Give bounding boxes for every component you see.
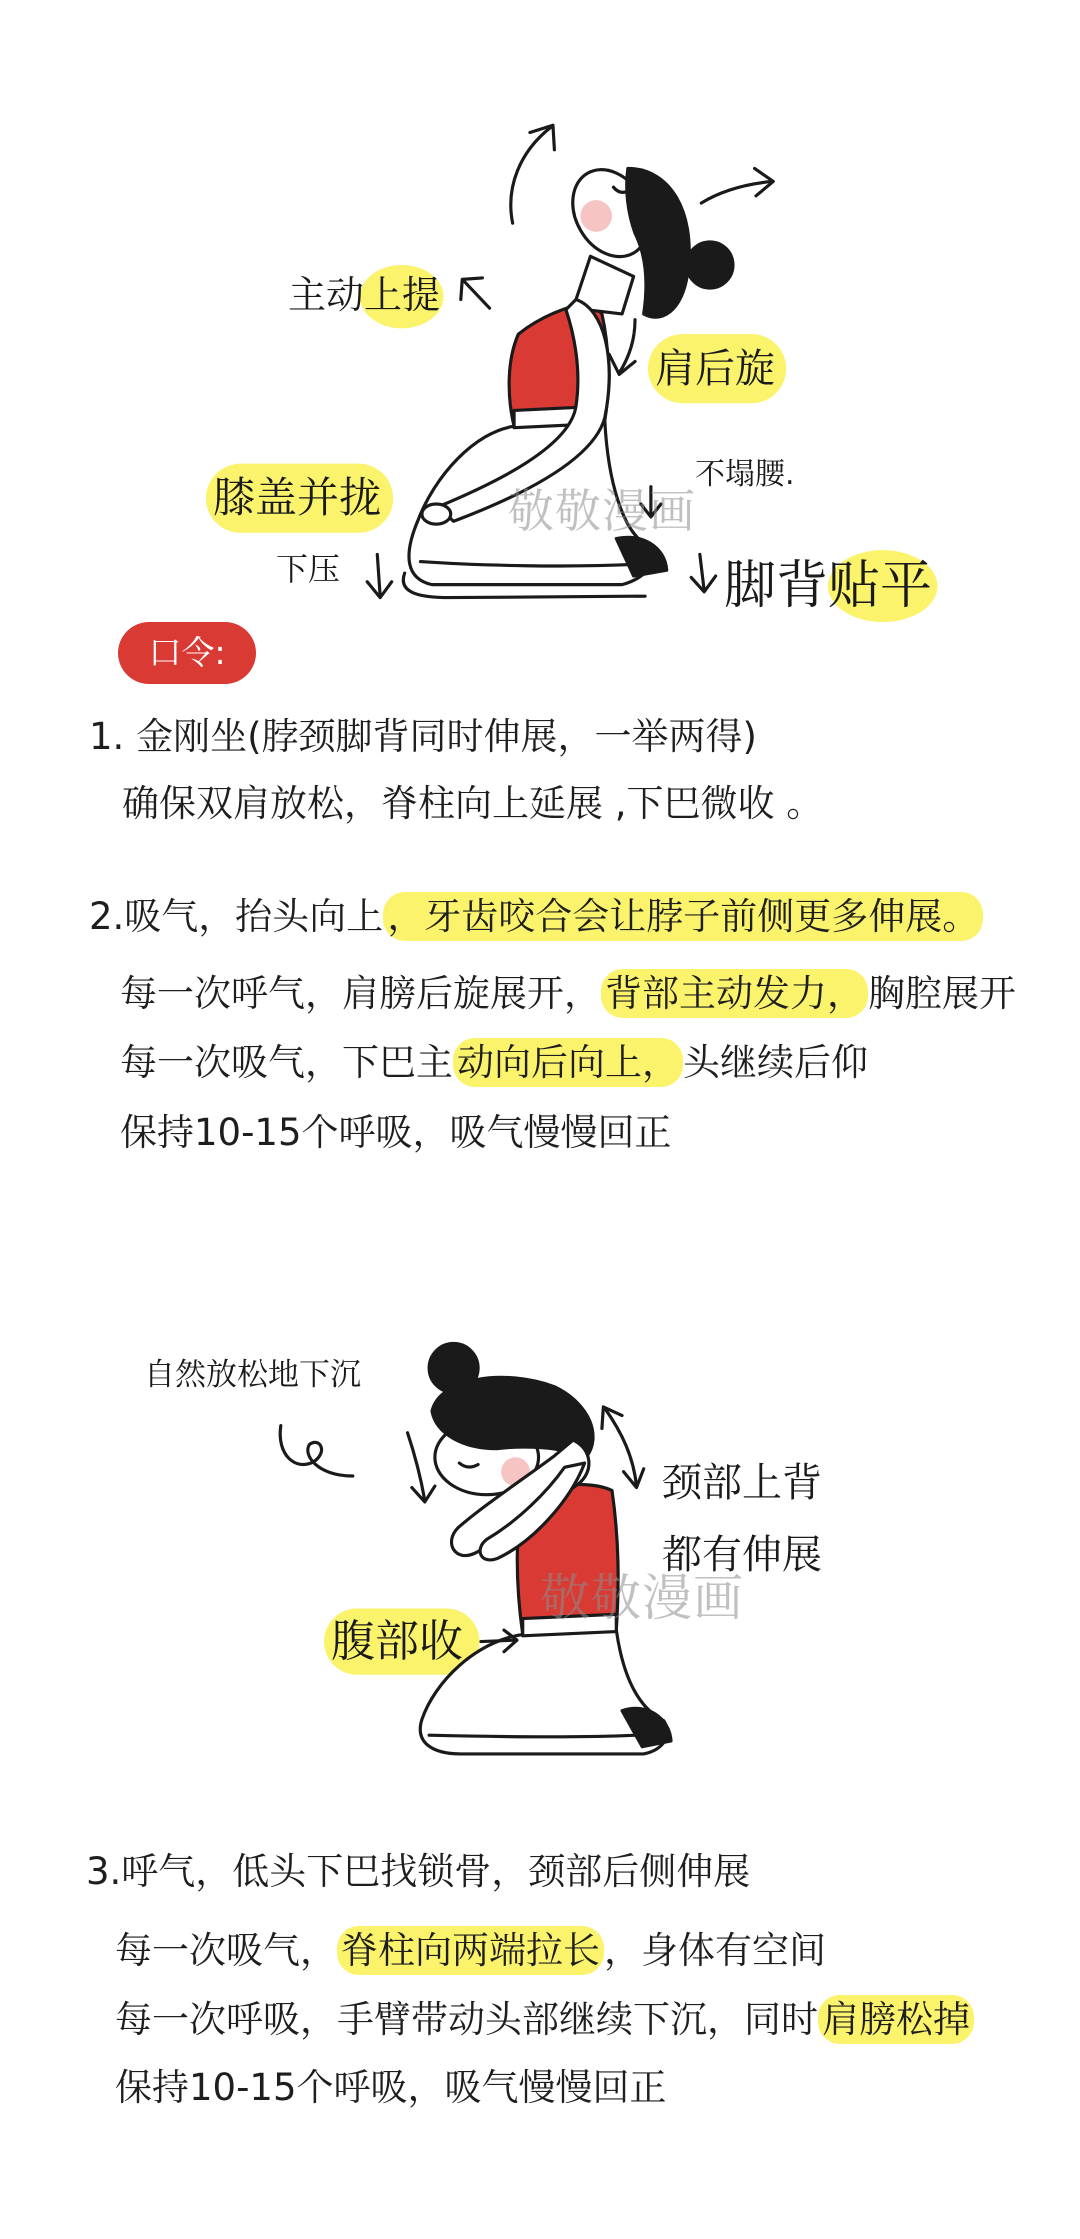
highlight-text: 背部主动发力， bbox=[601, 969, 868, 1018]
line-text-rest: 胸腔展开 bbox=[868, 972, 1016, 1015]
arrow-shaft bbox=[605, 1408, 637, 1486]
step-3-line-4: 保持10-15个呼吸，吸气慢慢回正 bbox=[115, 2066, 667, 2109]
highlight-text: 脊柱向两端拉长 bbox=[337, 1926, 604, 1975]
line-text-rest: 头继续后仰 bbox=[683, 1041, 868, 1084]
line-text-rest: ，身体有空间 bbox=[604, 1929, 826, 1972]
label-press-down: 下压 bbox=[276, 550, 341, 588]
label-neck-back-1: 颈部上背 bbox=[662, 1460, 822, 1506]
arrow-shaft bbox=[377, 554, 380, 596]
watermark-top: 敬敬漫画 bbox=[508, 484, 696, 538]
highlight-text: ，牙齿咬合会让脖子前侧更多伸展。 bbox=[383, 892, 983, 941]
line-text: 每一次吸气， bbox=[115, 1929, 337, 1972]
label-core: 腹部收 bbox=[331, 1616, 463, 1667]
label-shoulder-rotate: 肩后旋 bbox=[655, 346, 775, 392]
arrow-down-head-icon bbox=[408, 1433, 435, 1502]
bottom-figure bbox=[420, 1344, 671, 1754]
arrow-shaft bbox=[700, 554, 704, 590]
arrow-shaft bbox=[481, 1640, 516, 1641]
command-badge: 口令: bbox=[118, 622, 256, 684]
arrow-up-left-icon bbox=[461, 278, 490, 308]
squiggle-relax-icon bbox=[280, 1426, 353, 1476]
figure-hair-bun bbox=[687, 242, 733, 288]
highlight-text: 动向后向上， bbox=[453, 1038, 683, 1087]
step-3-line-1: 3.呼气，低头下巴找锁骨，颈部后侧伸展 bbox=[86, 1850, 751, 1893]
step-3-line-2 bbox=[115, 1928, 826, 1974]
arrow-up-curved-icon bbox=[511, 125, 555, 223]
arrow-down-press-icon bbox=[367, 554, 391, 597]
label-lift: 主动上提 bbox=[288, 273, 441, 317]
step-1-line-1: 1. 金刚坐(脖颈脚背同时伸展，一举两得) bbox=[89, 715, 757, 758]
line-text: 每一次呼气，肩膀后旋展开， bbox=[120, 972, 601, 1015]
step-1-line-2: 确保双肩放松，脊柱向上延展 ,下巴微收 。 bbox=[122, 782, 824, 825]
highlight-text: 肩膀松掉 bbox=[818, 1995, 974, 2044]
figure-hand bbox=[422, 504, 451, 524]
watermark-bottom: 敬敬漫画 bbox=[540, 1569, 744, 1627]
line-text: 每一次吸气，下巴主 bbox=[120, 1041, 453, 1084]
step-2-line-4: 保持10-15个呼吸，吸气慢慢回正 bbox=[120, 1111, 672, 1154]
label-no-collapse: 不塌腰. bbox=[695, 457, 795, 492]
step-3-line-3 bbox=[115, 1997, 974, 2043]
label-relax: 自然放松地下沉 bbox=[144, 1357, 361, 1393]
figure-blush bbox=[580, 200, 612, 232]
step-2-line-1 bbox=[89, 894, 983, 940]
arrow-right-icon bbox=[701, 168, 773, 203]
arrow-double-stretch-icon bbox=[602, 1407, 644, 1488]
squiggle-line bbox=[280, 1426, 353, 1476]
line-text: 2.吸气，抬头向上 bbox=[89, 895, 384, 938]
figure-hair-bun bbox=[429, 1344, 478, 1393]
arrow-shaft bbox=[464, 281, 490, 308]
label-neck-back-2: 都有伸展 bbox=[662, 1532, 822, 1578]
label-knees: 膝盖并拢 bbox=[213, 473, 382, 522]
arrow-down-feet-icon bbox=[691, 554, 715, 591]
label-feet-flat: 脚背贴平 bbox=[724, 556, 933, 616]
step-2-line-3 bbox=[120, 1040, 868, 1086]
arrow-shaft bbox=[511, 127, 552, 223]
figure-shin-line bbox=[429, 1735, 636, 1737]
arrow-down-shoulder-icon bbox=[609, 320, 635, 375]
arrow-head bbox=[609, 354, 635, 374]
step-2-line-2 bbox=[120, 971, 1016, 1017]
line-text: 每一次呼吸，手臂带动头部继续下沉，同时 bbox=[115, 1998, 818, 2041]
